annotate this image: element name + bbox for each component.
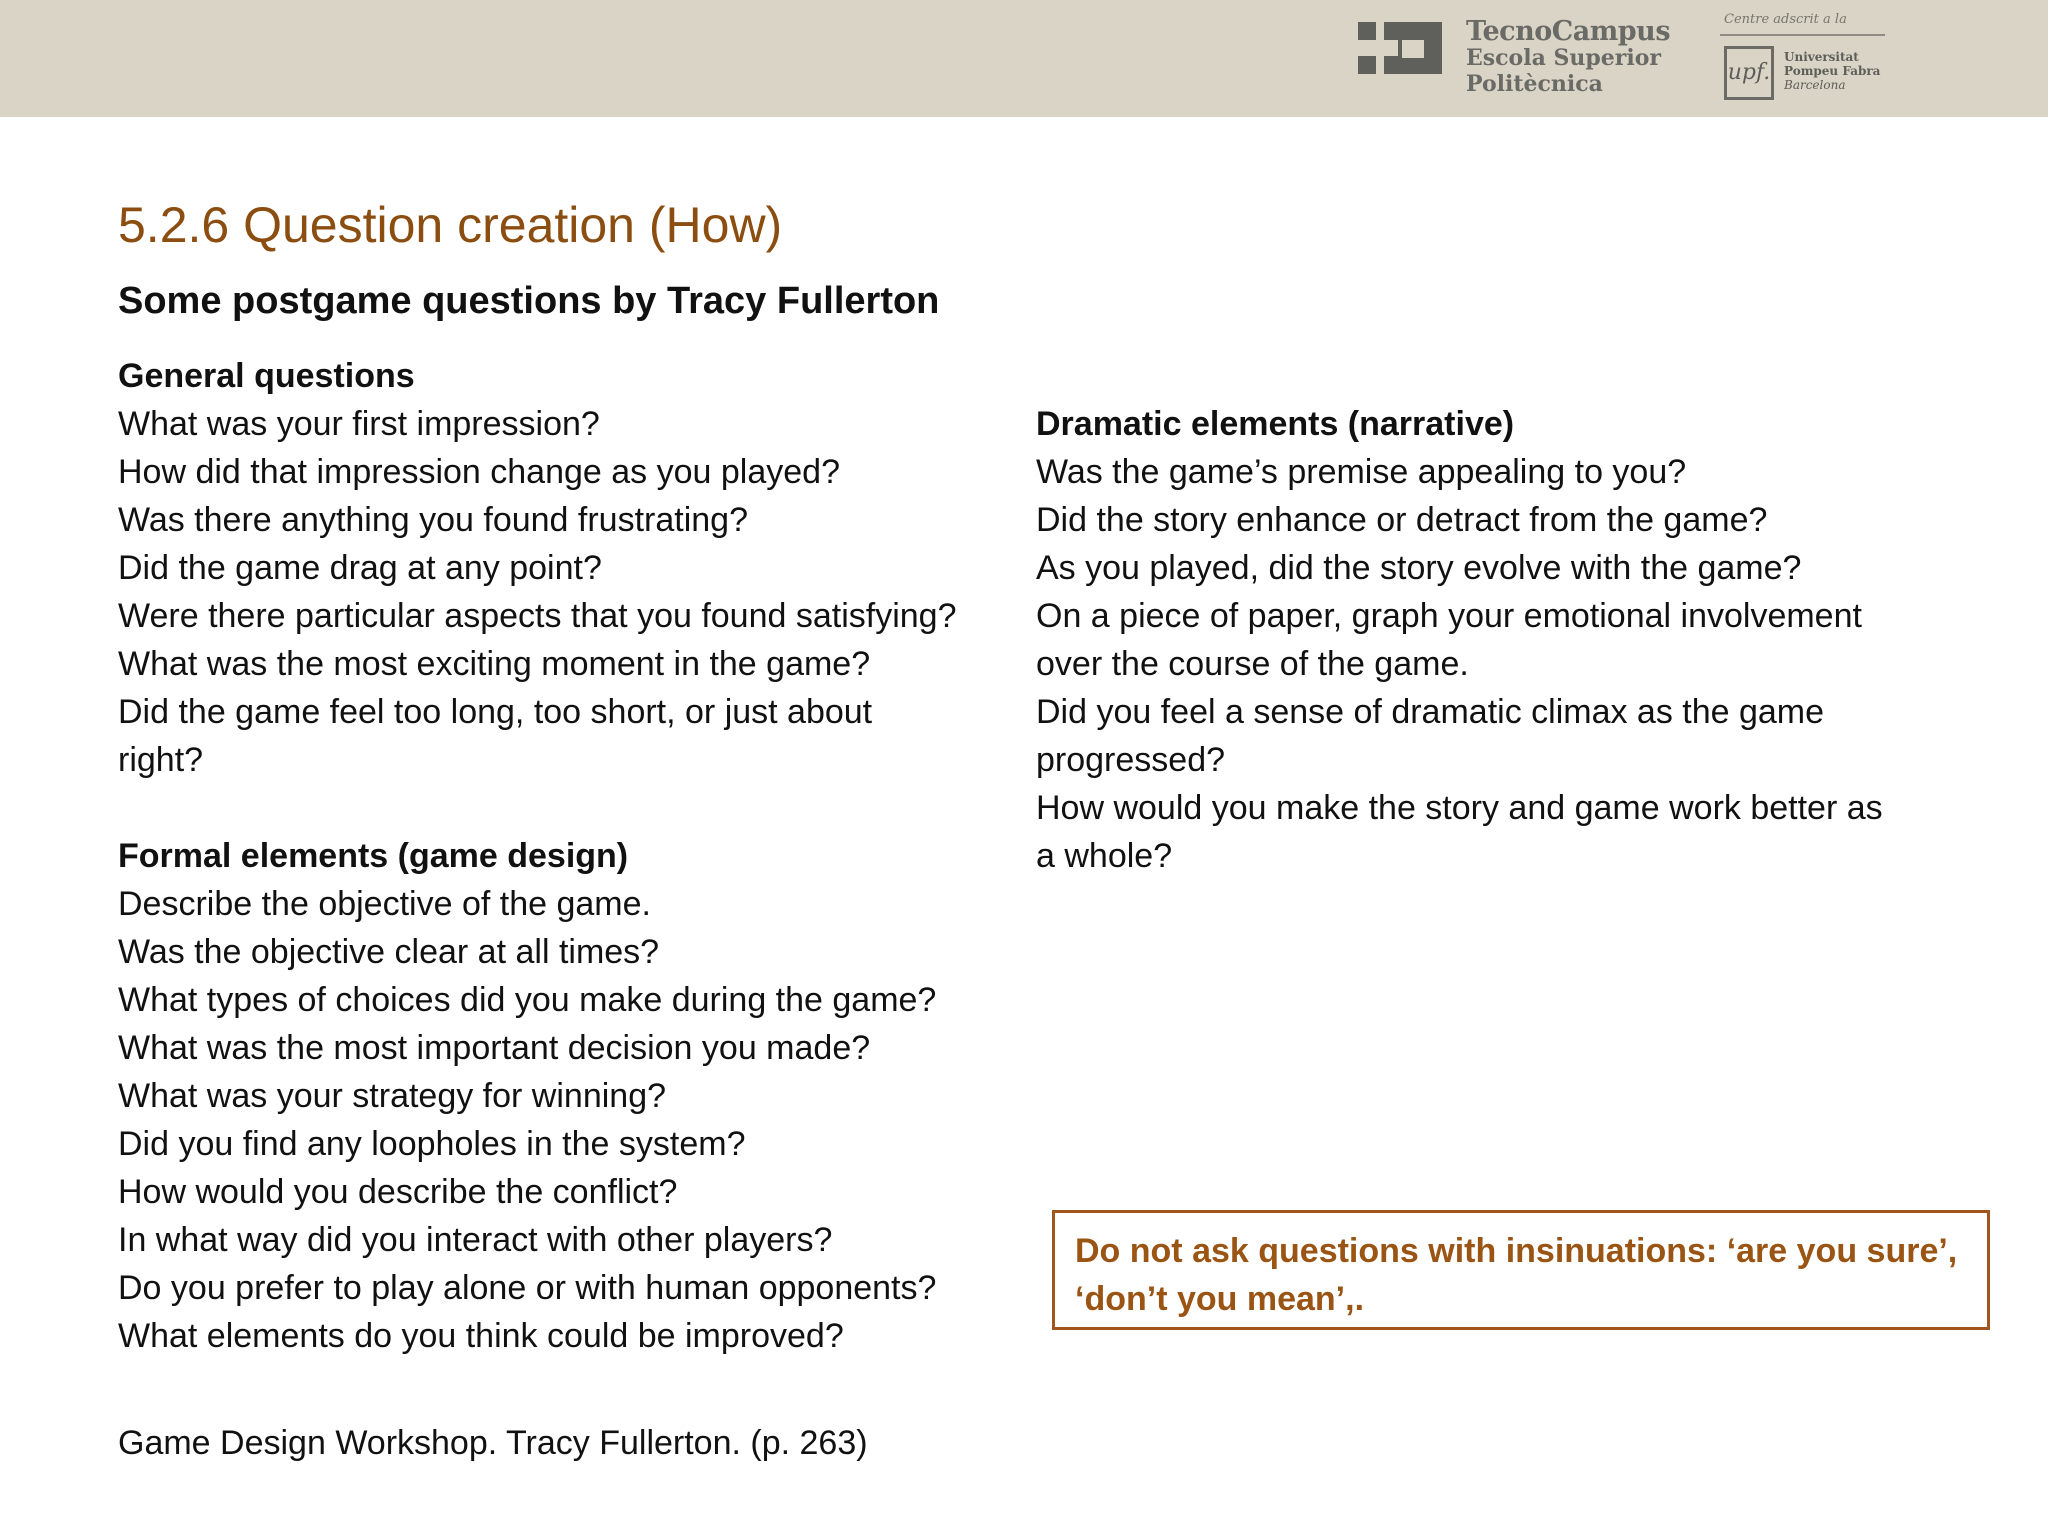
formal-question: What was the most important decision you made? [118, 1029, 871, 1067]
formal-question: Did you find any loopholes in the system? [118, 1125, 746, 1163]
formal-question: What was your strategy for winning? [118, 1077, 667, 1115]
general-question: Was there anything you found frustrating? [118, 501, 748, 539]
upf-name-line1: Universitat [1784, 50, 1859, 64]
slide-title: 5.2.6 Question creation (How) [118, 197, 783, 253]
general-questions-heading: General questions [118, 357, 415, 395]
tecnocampus-school: Escola Superior [1466, 45, 1661, 71]
slide-subtitle: Some postgame questions by Tracy Fullerton [118, 280, 940, 322]
general-question: Did the game feel too long, too short, or just about [118, 693, 873, 731]
header-bar [0, 0, 2048, 117]
upf-name-line2: Pompeu Fabra [1784, 64, 1881, 78]
upf-adscrit-text: Centre adscrit a la [1724, 12, 1847, 27]
upf-rule [1720, 34, 1885, 36]
upf-logo [1720, 12, 1890, 102]
upf-name [1784, 50, 1880, 92]
tecnocampus-logo [1358, 16, 1671, 108]
general-question: What was the most exciting moment in the game? [118, 645, 871, 683]
section-gap [118, 784, 1038, 832]
formal-question: What types of choices did you make during the game? [118, 981, 937, 1019]
dramatic-question: over the course of the game. [1036, 645, 1469, 683]
general-question: Were there particular aspects that you found satisfying? [118, 597, 957, 635]
tecnocampus-school-2: Politècnica [1466, 71, 1603, 97]
dramatic-question: On a piece of paper, graph your emotional involvement [1036, 597, 1862, 635]
warning-line: ‘don’t you mean’,. [1075, 1280, 1365, 1318]
source-citation: Game Design Workshop. Tracy Fullerton. (p. 263) [118, 1424, 868, 1462]
right-column [1036, 400, 1996, 880]
general-question: How did that impression change as you played? [118, 453, 840, 491]
dramatic-question: As you played, did the story evolve with the game? [1036, 549, 1802, 587]
dramatic-question: progressed? [1036, 741, 1226, 779]
tecnocampus-wordmark [1466, 16, 1671, 97]
left-column [118, 352, 1038, 1360]
general-question: Did the game drag at any point? [118, 549, 602, 587]
upf-name-line3: Barcelona [1784, 78, 1846, 92]
formal-question: Do you prefer to play alone or with human opponents? [118, 1269, 937, 1307]
formal-question: In what way did you interact with other players? [118, 1221, 833, 1259]
dramatic-question: Did you feel a sense of dramatic climax as the game [1036, 693, 1825, 731]
dramatic-question: a whole? [1036, 837, 1173, 875]
warning-line: Do not ask questions with insinuations: ‘are you sure’, [1075, 1232, 1958, 1270]
formal-elements-heading: Formal elements (game design) [118, 837, 629, 875]
upf-mark-icon: upf. [1724, 46, 1774, 100]
general-question: right? [118, 741, 204, 779]
general-question: What was your first impression? [118, 405, 600, 443]
formal-question: What elements do you think could be improved? [118, 1317, 844, 1355]
tecnocampus-name: TecnoCampus [1466, 16, 1671, 47]
dramatic-elements-heading: Dramatic elements (narrative) [1036, 405, 1515, 443]
insinuation-warning-box [1052, 1210, 1990, 1330]
formal-question: How would you describe the conflict? [118, 1173, 678, 1211]
dramatic-question: Was the game’s premise appealing to you? [1036, 453, 1687, 491]
dramatic-question: Did the story enhance or detract from the game? [1036, 501, 1768, 539]
formal-question: Was the objective clear at all times? [118, 933, 660, 971]
tecnocampus-mark-icon [1358, 22, 1442, 82]
formal-question: Describe the objective of the game. [118, 885, 651, 923]
dramatic-question: How would you make the story and game work better as [1036, 789, 1883, 827]
